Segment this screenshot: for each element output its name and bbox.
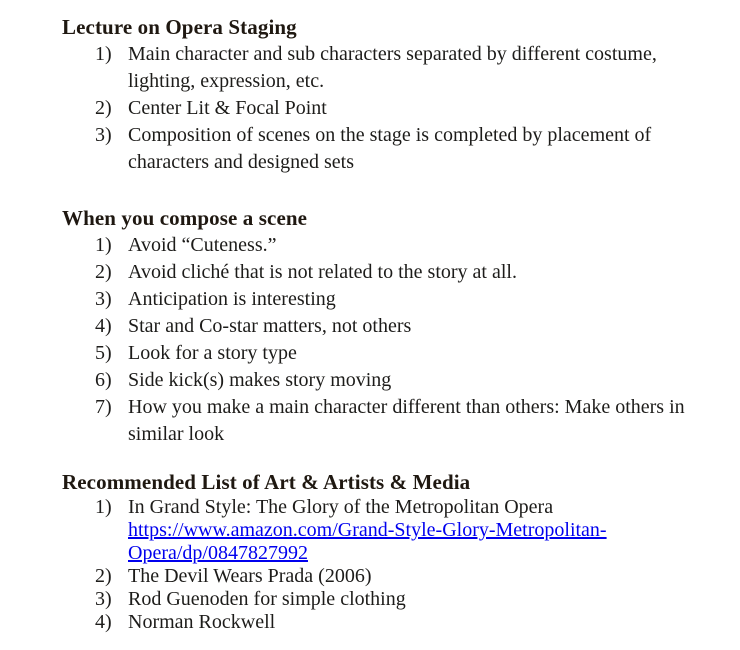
- list-item-text: Avoid “Cuteness.”: [128, 234, 277, 256]
- list-item-number: 3): [95, 288, 112, 310]
- list-item-number: 4): [95, 611, 112, 633]
- list-item-text: How you make a main character different than others: Make others in similar look: [128, 396, 685, 445]
- section-heading: Lecture on Opera Staging: [62, 15, 297, 39]
- list-item-text: Composition of scenes on the stage is completed by placement of characters and designed sets: [128, 124, 652, 173]
- list-item-text: Look for a story type: [128, 342, 297, 364]
- section-heading: Recommended List of Art & Artists & Media: [62, 470, 471, 494]
- list-item-number: 2): [95, 565, 112, 587]
- list-item: [95, 340, 740, 367]
- section-compose-scene: [62, 204, 740, 448]
- section-heading: When you compose a scene: [62, 206, 308, 230]
- list-item-text: Avoid cliché that is not related to the story at all.: [128, 261, 517, 283]
- numbered-list: [95, 232, 740, 448]
- list-item-number: 4): [95, 315, 112, 337]
- list-item-text: Anticipation is interesting: [128, 288, 336, 310]
- list-item-number: 6): [95, 369, 112, 391]
- list-item: [95, 367, 740, 394]
- list-item-text: Norman Rockwell: [128, 611, 276, 633]
- list-item: [95, 588, 740, 611]
- numbered-list: [95, 41, 740, 176]
- numbered-list: [95, 496, 740, 634]
- list-item-number: 1): [95, 496, 112, 518]
- book-title-text: In Grand Style: The Glory of the Metropolitan Opera: [128, 496, 554, 518]
- list-item-text: [128, 496, 706, 565]
- list-item: [95, 232, 740, 259]
- list-item: [95, 565, 740, 588]
- list-item-number: 5): [95, 342, 112, 364]
- list-item: [95, 122, 740, 176]
- list-item: [95, 259, 740, 286]
- list-item: [95, 394, 740, 448]
- list-item: [95, 313, 740, 340]
- list-item: [95, 611, 740, 634]
- list-item-number: 2): [95, 261, 112, 283]
- list-item-number: 2): [95, 97, 112, 119]
- list-item-number: 7): [95, 396, 112, 418]
- list-item-text: The Devil Wears Prada (2006): [128, 565, 372, 587]
- list-item: [95, 95, 740, 122]
- list-item-number: 3): [95, 124, 112, 146]
- list-item-text: Rod Guenoden for simple clothing: [128, 588, 406, 610]
- list-item-number: 1): [95, 234, 112, 256]
- section-recommended-list: [62, 468, 740, 634]
- list-item-text: Star and Co-star matters, not others: [128, 315, 412, 337]
- list-item-number: 3): [95, 588, 112, 610]
- list-item-text: Main character and sub characters separated by different costume, lighting, expression, etc.: [128, 43, 657, 92]
- list-item-text: Side kick(s) makes story moving: [128, 369, 392, 391]
- amazon-link-line-2: Opera/dp/0847827992: [128, 542, 308, 564]
- list-item-text: Center Lit & Focal Point: [128, 97, 327, 119]
- list-item: [95, 496, 740, 565]
- list-item: [95, 286, 740, 313]
- section-opera-staging: [62, 13, 740, 176]
- amazon-link[interactable]: [128, 519, 706, 565]
- list-item-number: 1): [95, 43, 112, 65]
- list-item: [95, 41, 740, 95]
- amazon-link-line-1: https://www.amazon.com/Grand-Style-Glory-Metropolitan-: [128, 519, 607, 541]
